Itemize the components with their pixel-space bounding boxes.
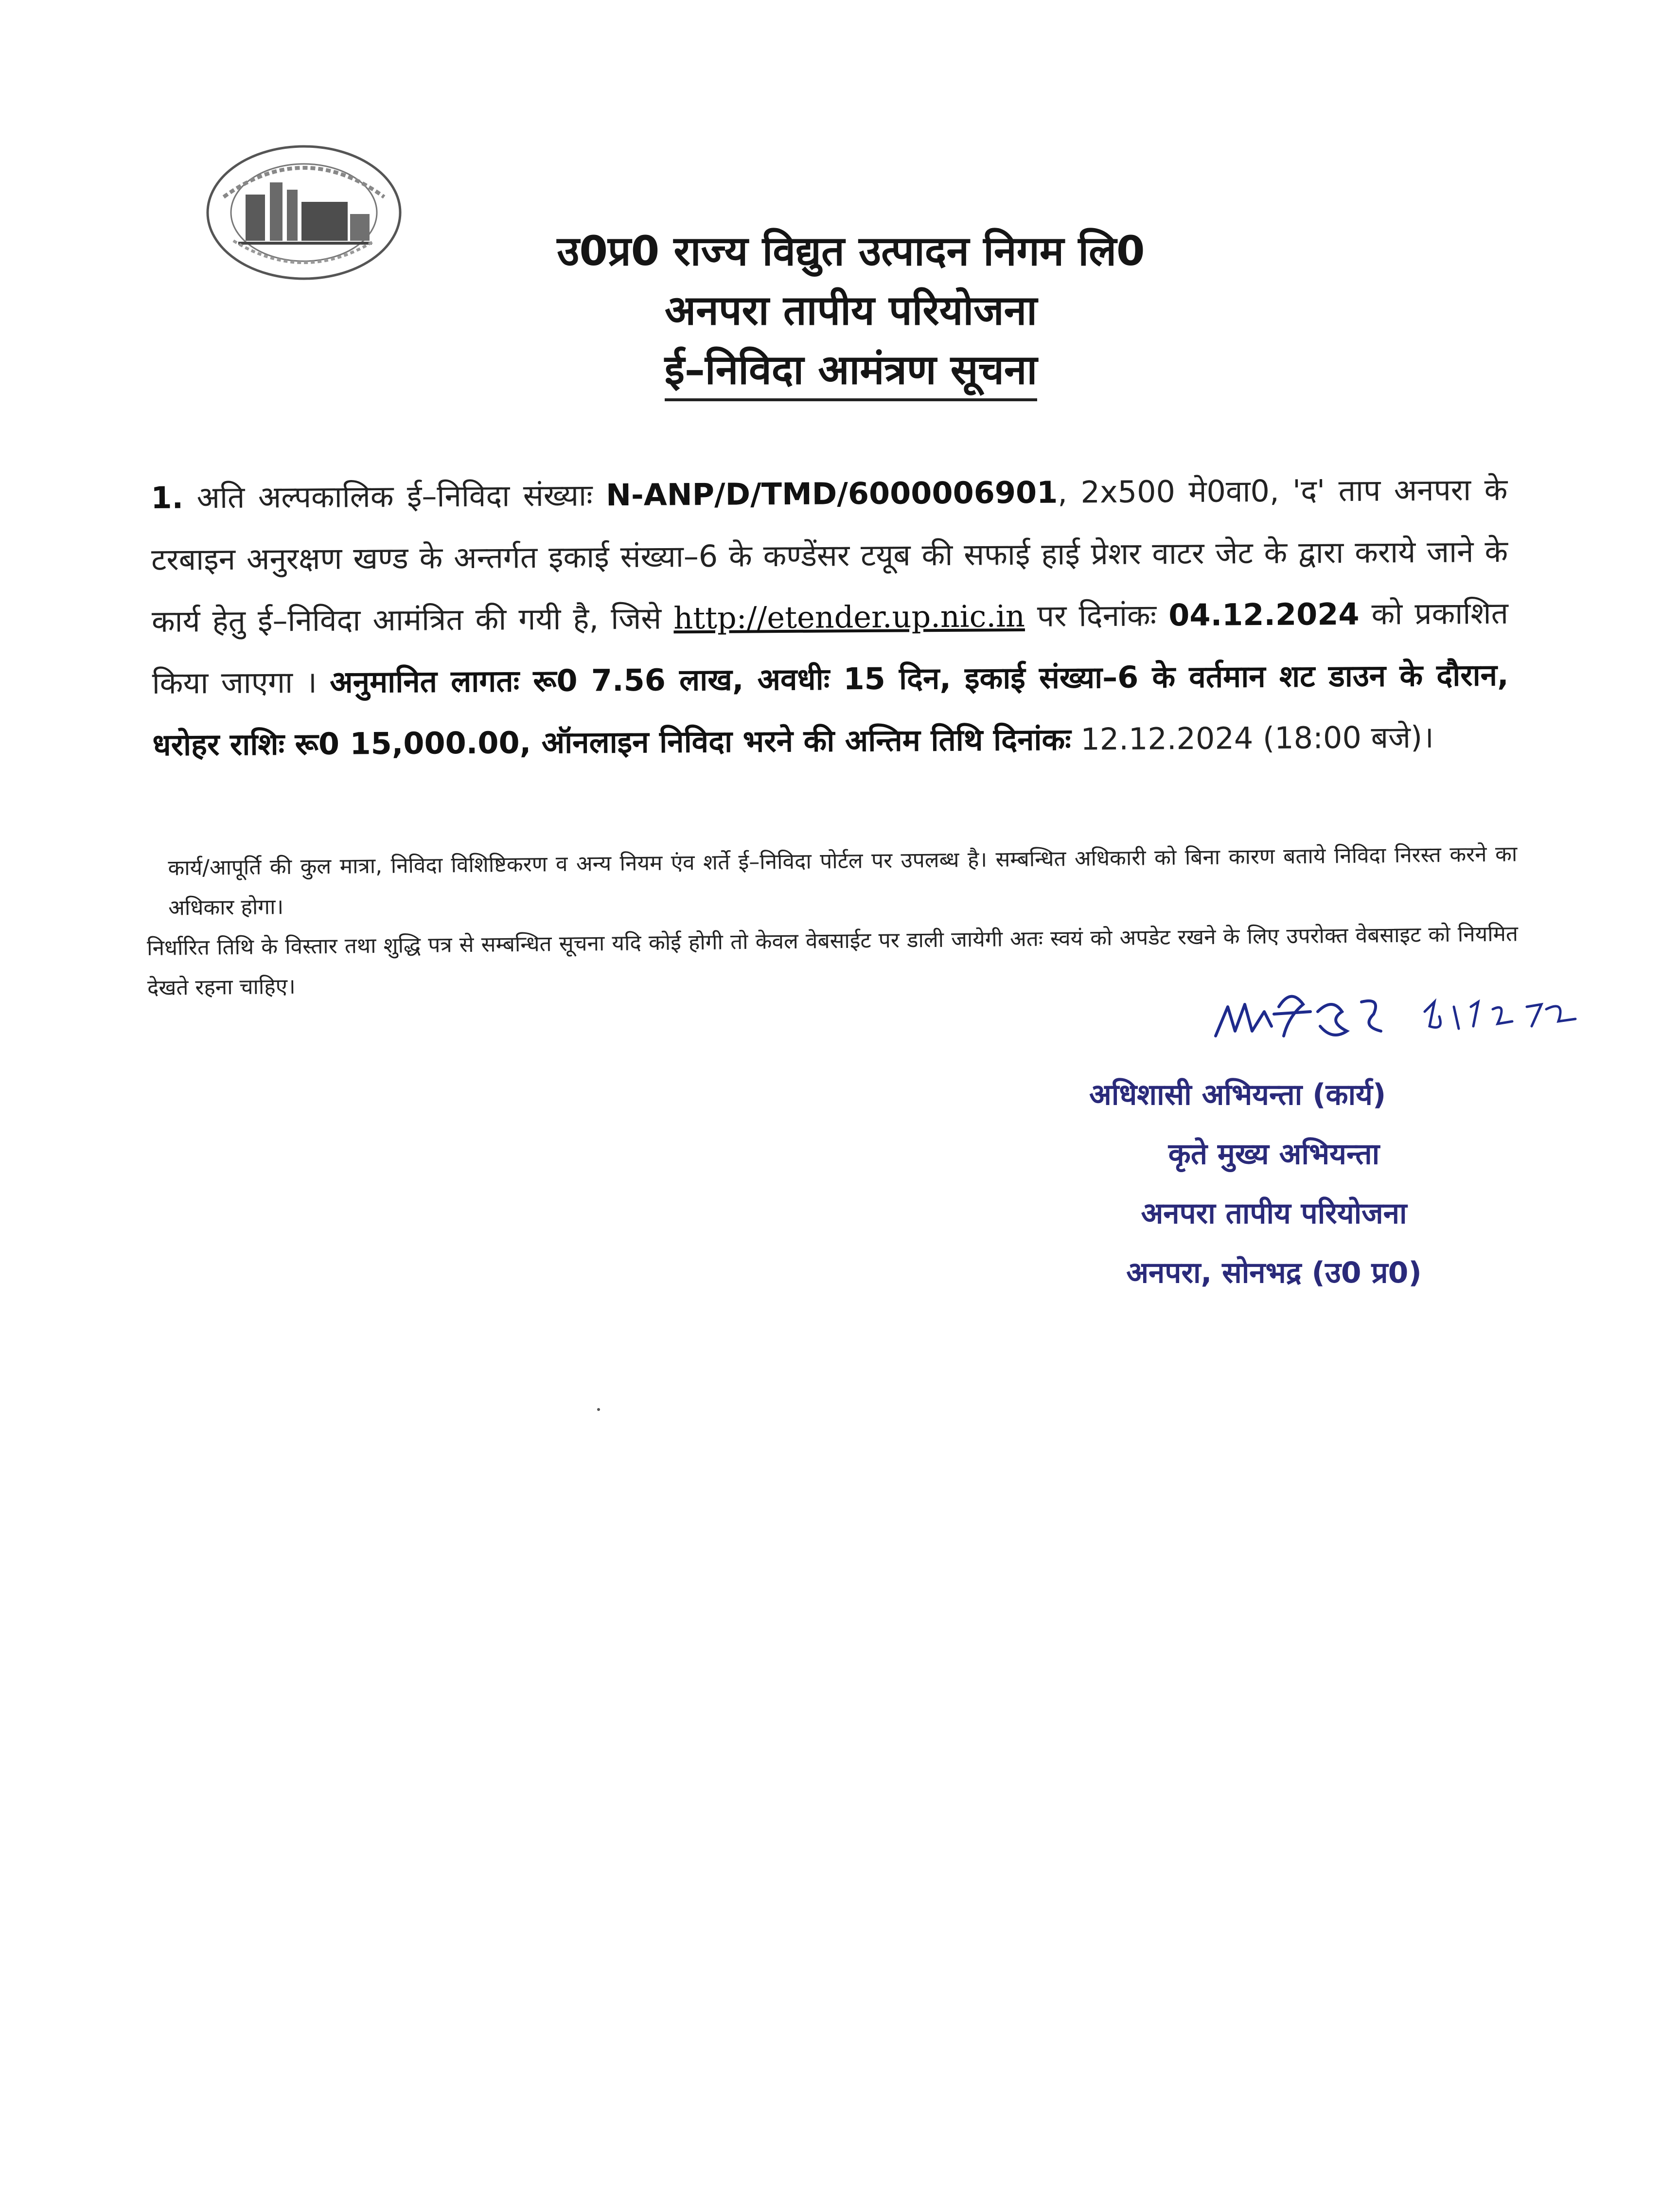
last-submission-date: 12.12.2024 (18:00 बजे)। <box>1080 719 1434 757</box>
terms-line-1: कार्य/आपूर्ति की कुल मात्रा, निविदा विशिष्टिकरण व अन्य नियम एंव शर्ते ई–निविदा पोर्टल पर उपलब्ध है। सम्बन्धित अधिकारी को बिना कारण बताये निविदा निरस्त करने का अधिकार होगा। <box>168 841 1518 921</box>
handwritten-signature <box>1206 978 1605 1060</box>
publish-date: 04.12.2024 <box>1168 596 1360 633</box>
etender-link[interactable]: http://etender.up.nic.in <box>673 598 1025 636</box>
cost-duration-details: अनुमानित लागतः रू0 7.56 लाख, अवधीः 15 दिन, इकाई संख्या–6 के वर्तमान शट डाउन के दौरान, धरोहर राशिः रू0 15,000.00, ऑनलाइन निविदा भरने की अन्तिम तिथि दिनांकः <box>152 657 1509 763</box>
tender-intro: अति अल्पकालिक ई–निविदा संख्याः <box>196 477 593 516</box>
notice-heading <box>438 221 1264 401</box>
notice-title: ई–निविदा आमंत्रण सूचना <box>665 343 1038 401</box>
tender-number: N-ANP/D/TMD/6000006901 <box>605 474 1058 513</box>
organization-name: उ0प्र0 राज्य विद्युत उत्पादन निगम लि0 <box>557 227 1145 275</box>
officer-stamp <box>1055 1065 1493 1302</box>
publish-date-label: पर दिनांकः <box>1037 597 1157 634</box>
stamp-location: अनपरा, सोनभद्र (उ0 प्र0) <box>1126 1256 1422 1290</box>
project-name: अनपरा तापीय परियोजना <box>665 286 1037 334</box>
publish-text: को प्रकाशित किया जाएगा । <box>152 595 1509 701</box>
uprvunl-emblem-logo <box>204 143 404 282</box>
tender-description: , 2x500 मे0वा0, 'द' ताप अनपरा के टरबाइन अनुरक्षण खण्ड के अन्तर्गत इकाई संख्या–6 के कण्डेंसर टयूब की सफाई हाई प्रेशर वाटर जेट के द्वारा कराये जाने के कार्य हेतु ई–निविदा आमंत्रित की गयी है, जिसे <box>151 471 1508 639</box>
terms-line-2: निर्धारित तिथि के विस्तार तथा शुद्धि पत्र से सम्बन्धित सूचना यदि कोई होगी तो केवल वेबसाईट पर डाली जायेगी अतः स्वयं को अपडेट रखने के लिए उपरोक्त वेबसाइट को नियमित देखते रहना चाहिए। <box>146 921 1519 1000</box>
stamp-project: अनपरा तापीय परियोजना <box>1141 1196 1407 1231</box>
item-number: 1. <box>151 480 184 516</box>
stamp-designation: अधिशासी अभियन्ता (कार्य) <box>1089 1078 1386 1112</box>
stamp-behalf: कृते मुख्य अभियन्ता <box>1168 1137 1380 1171</box>
stray-mark <box>597 1408 600 1411</box>
tender-details-paragraph <box>151 459 1509 776</box>
